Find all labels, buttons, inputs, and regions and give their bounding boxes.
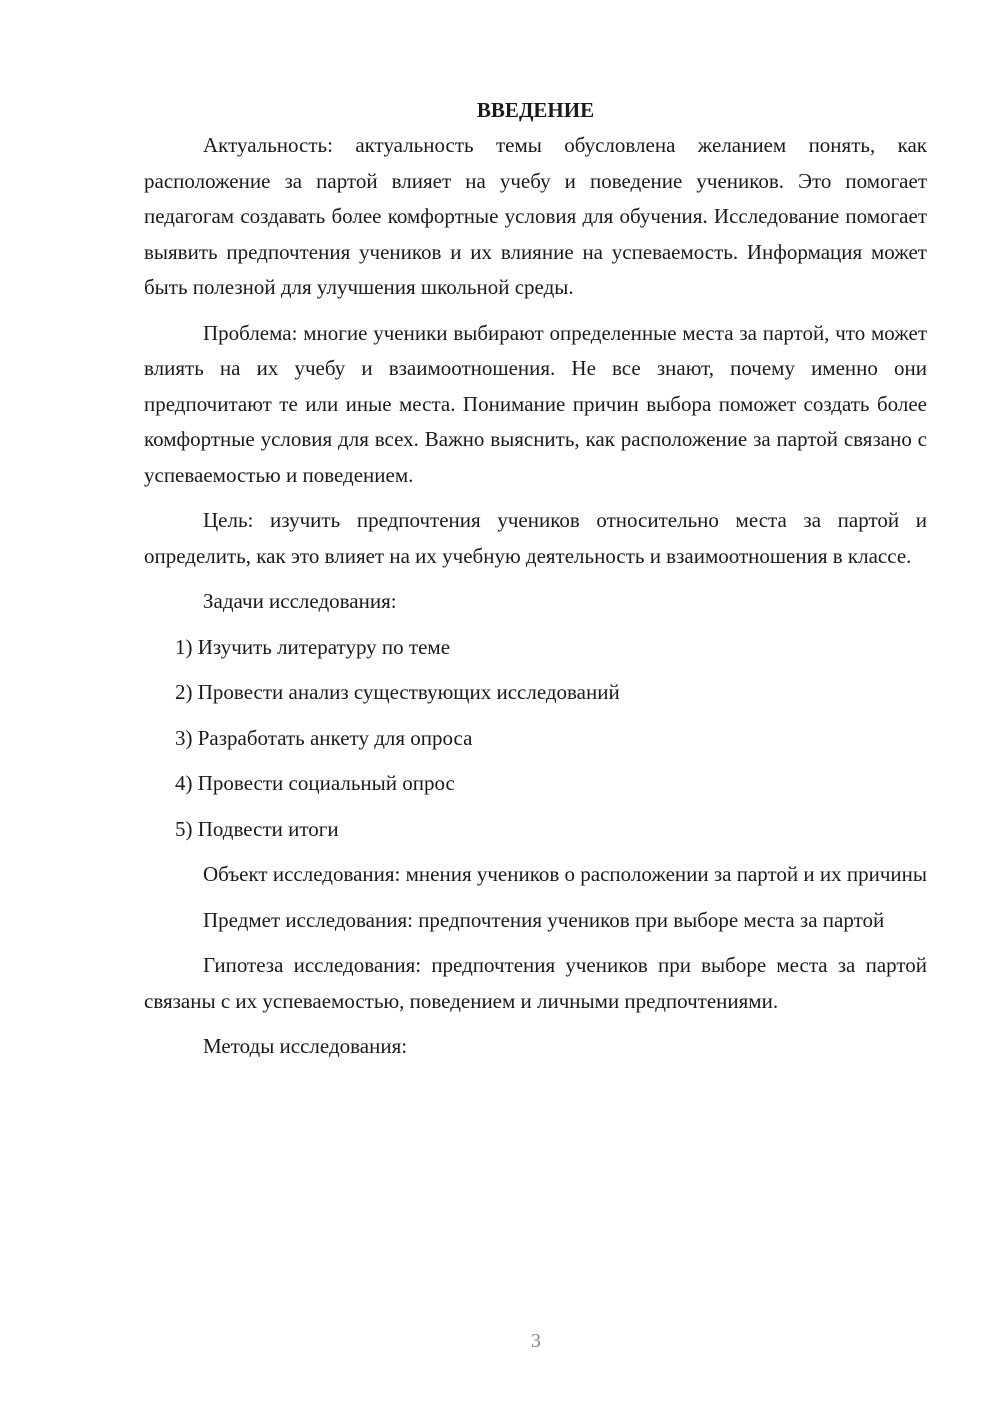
task-item: 4) Провести социальный опрос <box>175 771 455 795</box>
tasks-title: Задачи исследования: <box>203 589 397 613</box>
object-paragraph: Объект исследования: мнения учеников о расположении за партой и их причины <box>203 862 927 886</box>
methods-title: Методы исследования: <box>203 1034 408 1058</box>
task-item: 2) Провести анализ существующих исследований <box>175 680 620 704</box>
goal-paragraph: Цель: изучить предпочтения учеников относительно места за партой и определить, как это влияет на их учебную деятельность и взаимоотношения в классе. <box>144 508 927 568</box>
tasks-list <box>144 630 927 848</box>
page-number: 3 <box>531 1330 541 1352</box>
relevance-paragraph: Актуальность: актуальность темы обусловлена желанием понять, как расположение за партой влияет на учебу и поведение учеников. Это помогает педагогам создавать более комфортные условия для обучения. Исследование помогает выявить предпочтения учеников и их влияние на успеваемость. Информация может быть полезной для улучшения школьной среды. <box>144 133 927 299</box>
section-heading: ВВЕДЕНИЕ <box>476 98 595 122</box>
task-item: 5) Подвести итоги <box>175 816 339 841</box>
task-item: 3) Разработать анкету для опроса <box>175 725 473 750</box>
document-page <box>144 92 927 1075</box>
problem-paragraph: Проблема: многие ученики выбирают определенные места за партой, что может влиять на их учебу и взаимоотношения. Не все знают, почему именно они предпочитают те или иные места. Понимание причин выбора поможет создать более комфортные условия для всех. Важно выяснить, как расположение за партой связано с успеваемостью и поведением. <box>144 320 927 487</box>
hypothesis-paragraph: Гипотеза исследования: предпочтения учеников при выборе места за партой связаны с их успеваемостью, поведением и личными предпочтениями. <box>144 953 927 1013</box>
task-item: 1) Изучить литературу по теме <box>175 634 451 659</box>
subject-paragraph: Предмет исследования: предпочтения учеников при выборе места за партой <box>203 907 885 932</box>
